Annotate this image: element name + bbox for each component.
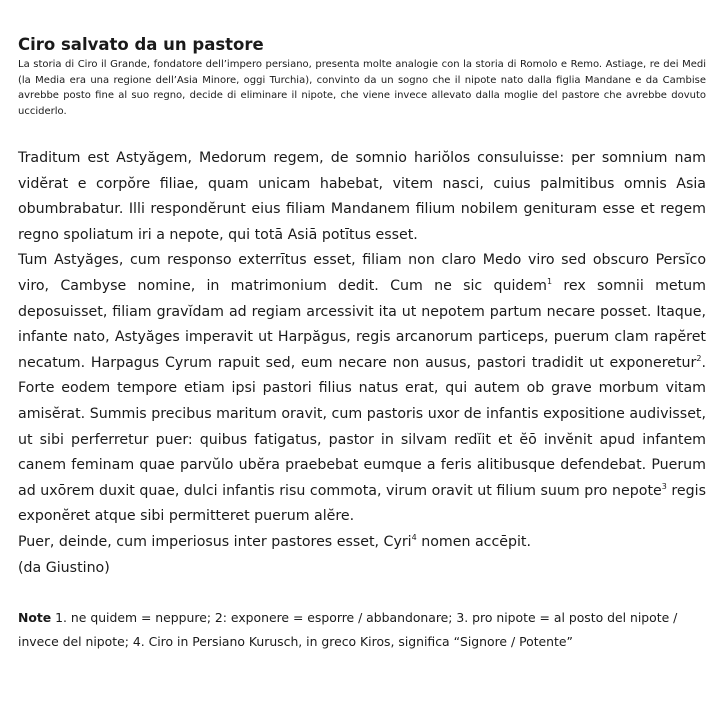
document-page	[18, 34, 706, 653]
notes-section	[18, 606, 706, 653]
footnote-ref-4: 4	[411, 532, 417, 542]
page-title: Ciro salvato da un pastore	[18, 35, 264, 54]
footnote-ref-1: 1	[546, 276, 553, 286]
latin-paragraph-2-text-b: rex somnii metum deposuisset, filiam gravĭdam ad regiam arcessivit ita ut nepotem partum necare posset. Itaque, infante nato, Astyăges imperavit ut Harpăgus, regis arcanorum particeps, puerum clam rapĕret necatum. Harpagus Cyrum rapuit sed, eum necare non ausus, pastori tradidit ut exponeretur	[18, 277, 706, 371]
latin-paragraph-1	[18, 146, 706, 248]
latin-paragraph-2	[18, 248, 706, 530]
notes-label: Note	[18, 610, 52, 626]
intro-paragraph: La storia di Ciro il Grande, fondatore dell’impero persiano, presenta molte analogie con la storia di Romolo e Remo. Astiage, re dei Medi (la Media era una regione dell’Asia Minore, oggi Turchia), convinto da un sogno che il nipote nato dalla figlia Mandane e da Cambise avrebbe posto fine al suo regno, decide di eliminare il nipote, che viene invece allevato dalla moglie del pastore che avrebbe dovuto ucciderlo.	[18, 59, 706, 117]
latin-text	[18, 146, 706, 581]
notes-text: 1. ne quidem = neppure; 2: exponere = esporre / abbandonare; 3. pro nipote = al posto del nipote / invece del nipote; 4. Ciro in Persiano Kurusch, in greco Kiros, significa “Signore / Potente”	[18, 610, 678, 649]
latin-paragraph-2-text-a: Tum Astyăges, cum responso exterrītus esset, filiam non claro Medo viro sed obscuro Persĭco viro, Cambyse nomine, in matrimonium dedit. Cum ne sic quidem	[18, 252, 706, 294]
latin-paragraph-3-text-b: nomen accēpit.	[416, 533, 531, 550]
latin-paragraph-1-text: Traditum est Astyăgem, Medorum regem, de somnio hariŏlos consuluisse: per somnium nam vidĕrat e corpŏre filiae, quam unicam habebat, vitem nasci, cuius palmitibus omnis Asia obumbrabatur. Illi respondĕrunt eius filiam Mandanem filium nobilem genituram esse et regem regno spoliatum iri a nepote, qui totā Asiā potītus esset.	[18, 150, 706, 243]
latin-paragraph-2-text-d: regis exponĕret atque sibi permitteret puerum alĕre.	[18, 482, 706, 525]
latin-paragraph-3	[18, 530, 706, 556]
source-attribution: (da Giustino)	[18, 559, 110, 576]
latin-paragraph-2-text-c: . Forte eodem tempore etiam ipsi pastori filius natus erat, qui autem ob grave morbum vitam amisĕrat. Summis precibus maritum oravit, cum pastoris uxor de infantis expositione audivisset, ut sibi perferretur puer: quibus fatigatus, pastor in silvam redĭit et ĕō invĕnit apud infantem canem feminam quae parvŭlo ubĕra praebebat eumque a feris alitibusque defendebat. Puerum ad uxōrem duxit quae, dulci infantis risu commota, virum oravit ut filium suum pro nepote	[18, 354, 706, 499]
latin-paragraph-3-text-a: Puer, deinde, cum imperiosus inter pastores esset, Cyri	[18, 533, 412, 550]
footnote-ref-3: 3	[661, 481, 667, 491]
footnote-ref-2: 2	[696, 353, 702, 363]
